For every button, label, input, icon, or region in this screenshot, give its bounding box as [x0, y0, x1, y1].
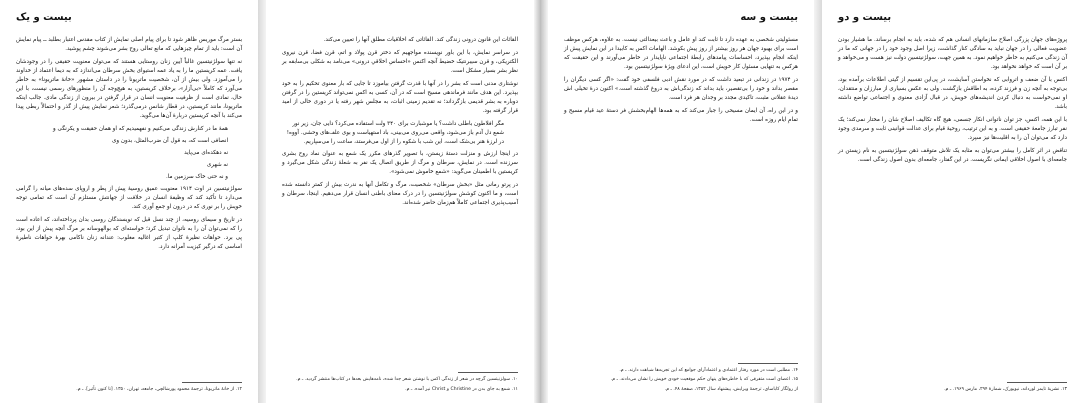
- page-header: بیست و دو: [838, 12, 892, 23]
- paragraph: اکنس با آن ضعف و اتروابی که نخواستن آسایشت، در پی‌این تقسیم از گیتی اطلاعات برآمده بود، بی‌توجه به آنچه زن و فرزند کرده، به اطاقش بازگشت. ولی به عکس بسیاری از مبارزان و منتقدان، او نمی‌خواست به دنبال کردن اندیشه‌های خویش، در قبال آزادی معنوی و اجتماعی تواضع داشته باشد.: [838, 77, 1067, 110]
- verse-line: نه دهکده‌ای می‌پاید: [184, 150, 228, 156]
- paragraph: پروژه‌های جهان پزرگی اصلاح سازمانهای انسانی هم که شده، باید به انجام برساند. ما هشیار بودن عضویت فعالی را در جهان نباید به سادگی کنار گذاشت، زیرا اصل وجود خود را در جهانی که ما در آن زندگی می‌کنیم به خاطر خواهیم نمود. به همین جهت، سولژنیتسین دولت نیز هست و می‌خواهد و بر آن است که خواهد نخواهد بود.: [838, 37, 1067, 70]
- paragraph: و در این راه، آن ایمان مسیحی را جبار می‌کند که به همه‌ها الهام‌بخشش فر دستهٔ عید قیام مسیح و تمامِ ایام روزه است.: [564, 108, 798, 123]
- book-spine: [534, 0, 548, 403]
- page-header: بیست و یک: [16, 12, 72, 23]
- paragraph: مسئولیتی شخصی به عهده دارد تا ثابت کند او عامل و باعث بیعدالتی نیست. به علاوه، هرکس موظف است برای بهبود جهان هر روز بیشتر از روز پیش بکوشد. الهامات اکس به کابیدا در این نمایش پیش از اینکه انجام بپذیرد، احساسات پیامدهای رابطهٔ اجتماعی ناپایدار در خاطر می‌آورند و این حقیقت که هرکس به تنهایی مسئول کار خویش است، این ادعای ویژهٔ سولژنیتسین بود.: [564, 37, 798, 70]
- footnote-rule: [738, 363, 798, 364]
- verse-line: نه شهری: [206, 162, 228, 168]
- footnote-rule: [1007, 382, 1067, 383]
- footnote: ۱۰. سولژنیتسین گرچه در شعر از زندگی اکس با نوشتن شعر جدا شده، نامه‌هایش بعدها در کتاب‌ها منتشر گردید. ـ م.: [296, 377, 518, 382]
- footnote: ۱۵. اعضای است متفرقی که با خاطره‌های پنهان حکم موقعیت خودی خویش را نشان می‌دادند. ـ م.: [610, 377, 798, 382]
- paragraph: با این همه، اکنس، جز توان ناتوانی انکار جسمی، هیچ گاه تکالیف اصلاح شان را مختار نمی‌کند؛ یک نفر تبارز جامعهٔ حقیقی است. و به این ترتیب، روحیهٔ قیام برای عدالت قوانینی ثابت و سرمدی وجود دارد که می‌توان آن را به اقلیت‌ها نیز سپرد.: [838, 117, 1067, 141]
- footnote: ۱۳. نشریهٔ تایمز لوردانه، نیویورک، شمارهٔ ۲۹۴، مارس ۱۹۶۹. ـ م.: [944, 386, 1067, 392]
- paragraph: در سراسر نمایش، با این باور نویسنده مواجهیم که دختر قرن پولاد و اتم، قرن فضا، قرن نیروی الکتریکی، و قرن سیبرنتیک خضیط آنچه اکنس «احساسِ اخلاقیِ درونی» می‌نامد به شکلی بی‌سابقه بر نظر بشر بسیار مشکل است.: [282, 50, 518, 74]
- paragraph: نوشتاری مدنی است که بشر را در آنها با قدرت گرفتن بیاموزد تا جایی که بار معنوی تحکیم را به خود بپذیرد. این هدف مانند فرماندهی مسیح است که در آن، کسی به اکس نمی‌تواند کریستین را در گرفتن دوباره به بشر قدیمی بازگرداند؛ نه تقدیم زمینی اثبات، به مجلس شهر رفته یا در دوری خالی از امید قرار گرفته بود.: [282, 81, 518, 114]
- page-2: [266, 0, 534, 403]
- footnotes: [16, 376, 242, 396]
- footnote: ۱۴. مطلبی است در مورد رفتار اعتمادی و اعتمادآرای جوامع که این تجربه‌ها شباهت دارند. ـ م.: [619, 367, 798, 373]
- footnotes: [282, 366, 518, 395]
- footnote-rule: [458, 372, 518, 373]
- verse-line: انصافی است که، به قول آن ضرب‌المثل، بدون وی: [112, 138, 228, 144]
- paragraph: در اینجا ارزش و منزلت دستهٔ زیستن، با تصویر گذرهای مکرر یک شمع به عنوان نماد روح بشری سرزنده است. در نمایش، سرطان و مرگ از طریق اتصال یک نفر به شعلهٔ زندگی شکل می‌گیرد و کریستین با اطمینان می‌گوید: «شمع خاموش نمی‌شود».: [282, 151, 518, 175]
- paragraph: تناقض در اثر کامل را بیشتر می‌توان به مثابه یک تلاش متوقف ذهن سولژنیتسین به نام زیستن در جامعه‌ای با اصول اخلاقی ایمانی نگریست. در این گفتار، جامعه‌ای بدون اصول زندگی است.: [838, 148, 1067, 163]
- page-header: بیست و سه: [740, 12, 798, 23]
- paragraph: القائات این قانون درونی زندگی کند. القائاتی که اخلاقیات مطلق آنها را تعیین می‌کند.: [323, 37, 518, 43]
- footnote: از رولگار کاباسای، ترجمهٔ ویرایش، پیشنهاد سال ۱۳۵۲، صفحهٔ ۴۸. ـ م.: [664, 386, 798, 392]
- page-1: [0, 0, 258, 403]
- footnotes: [564, 357, 798, 396]
- page-3: [548, 0, 814, 403]
- footnotes: [838, 376, 1067, 396]
- footnote: ۱۲. از خانهٔ ماتریونا، ترجمهٔ محمود پورشالچی، جامعه، تهران، ۱۳۵۰. [تا کنون تأثیر]. ـ م.: [76, 386, 242, 392]
- page-4: [822, 0, 1083, 403]
- paragraph: در پرتو رمانی مثل «بخش سرطان» شخصیت، مرگ و تکامل آنها به ندرت بیش از کمتر دانسته شده است، و ما اکنون کوشش سولژنیتسین را در درک معنای باطنی انسان قرار می‌دهیم. اینجا، سرطان و آسیب‌پذیری اجتماعی کاملاً هم‌زمان حاضر شده‌اند.: [282, 182, 518, 206]
- paragraph: در ۱۹۷۴ در زندانی در تبعید داشت که در مورد نقش ادبی فلسفی خود گفت: «اگر کسی دیگران را مقصر بداند و خود را بی‌تقصیر، باید بداند که زندگی‌اش به دروغ گذشته است.» اکنون درهٔ تخیلی اش دیدهٔ عقلانی مثبت، تاکیدی مجدد بر وجدان هر فرد است.: [564, 77, 798, 101]
- paragraph: نه تنها سولژنیتسین غالباً آیین زنان روستایی هستند که می‌توان معنویت حقیقی را در وجودشان یافت. عمه کریستین ما را به یاد عمه استیوای بخش سرطان می‌اندازد که به دیما اعتماد از خداوند را می‌آموزد. ولی بیش از آن، شخصیت ماتریونا را در داستان مشهور «خانهٔ ماتریونا» به خاطر می‌آورد که کاملاً «بی‌آزار»، برخلاف کریستین، به هیچ‌وجه آن را منظورهای رسمی نیست، با این حال، نمادی است از ظرفیت معنویت انسان در قرار گرفتن در بیرون از زندگی مادی. جالب اینکه ماتریونا، مانند کریستین، در قطار شانس درمی‌گذرد؛ شعر نمایش پیش از گذر و احتمالاً ربطی پیدا می‌کند با آنچه کریستین دربارهٔ آن‌ها می‌گوید.: [16, 59, 242, 119]
- paragraph: در تاریخ و سیمای روسیه، از چند نسل قبل که نویسندگان روسی بدان پرداخته‌اند، که اعاده است را که نمی‌توان آن را به ناتوان تبدیل کرد؛ خواسته‌ای که بوالهوسانه بر مرگ آنچه پیش از این بود، پی برد. حواهات نظیرهٔ کلپ از کتبر اغالیه مغلوب: عندانه زنان ناکامی بهرهٔ حواهات ناطیرهٔ اساسی که درگیر کیزیت آمرانه دارد.: [16, 217, 242, 250]
- paragraph: بستر مرگ موریس ظاهر شود تا برای پیام اصلی نمایش از کتاب مقدس اعتبار بطلبد ــ پیام نمایش آن است: باید از تمام چیزهایی که مانع تعالی روح بشر می‌شوند چشم پوشید.: [16, 37, 242, 52]
- page-header: [282, 12, 518, 30]
- footnote-rule: [182, 382, 242, 383]
- gutter-left: [258, 0, 266, 403]
- gutter-right: [814, 0, 822, 403]
- verse-block: مگر افلاطون باطلی داشت؟ یا موشبارت برای ۳۴۰ ولت استفاده می‌کرد؟ دایی جان، زیر نور شمع دل آدم باز می‌شود، واقعی می‌روی می‌بینی، باد استهیاست و بوی علف‌های وحشی. آووه! در لرزهٔ هنر بی‌شک است، این شب با شکوه را از اول می‌فرستد، ساعت را می‌سپاریم.: [286, 121, 504, 145]
- verse-line: و نه حتی خاک سرزمین ما.: [165, 174, 228, 180]
- verse-line: همهٔ ما در کنارش زندگی می‌کنیم و نفهمیدیم که او همان حقیقت و یکرنگی و: [53, 126, 228, 132]
- paragraph: سولژنیتسین در اوت ۱۹۱۴ معنویت عمیق روسیهٔ پیش از پطر و اروپای سده‌های میانه را گرامی می‌دارد تا تأکید کند که وظیفهٔ انسان در خلافت از جهانتش مستلزم آن است که تمامی توجه خویش را بر نوری که در درون او جمع آوری کند.: [16, 186, 242, 210]
- footnote: ۱۱. شمع به جای بدن در Christine و Christ نیز آمده. ـ م.: [405, 386, 518, 392]
